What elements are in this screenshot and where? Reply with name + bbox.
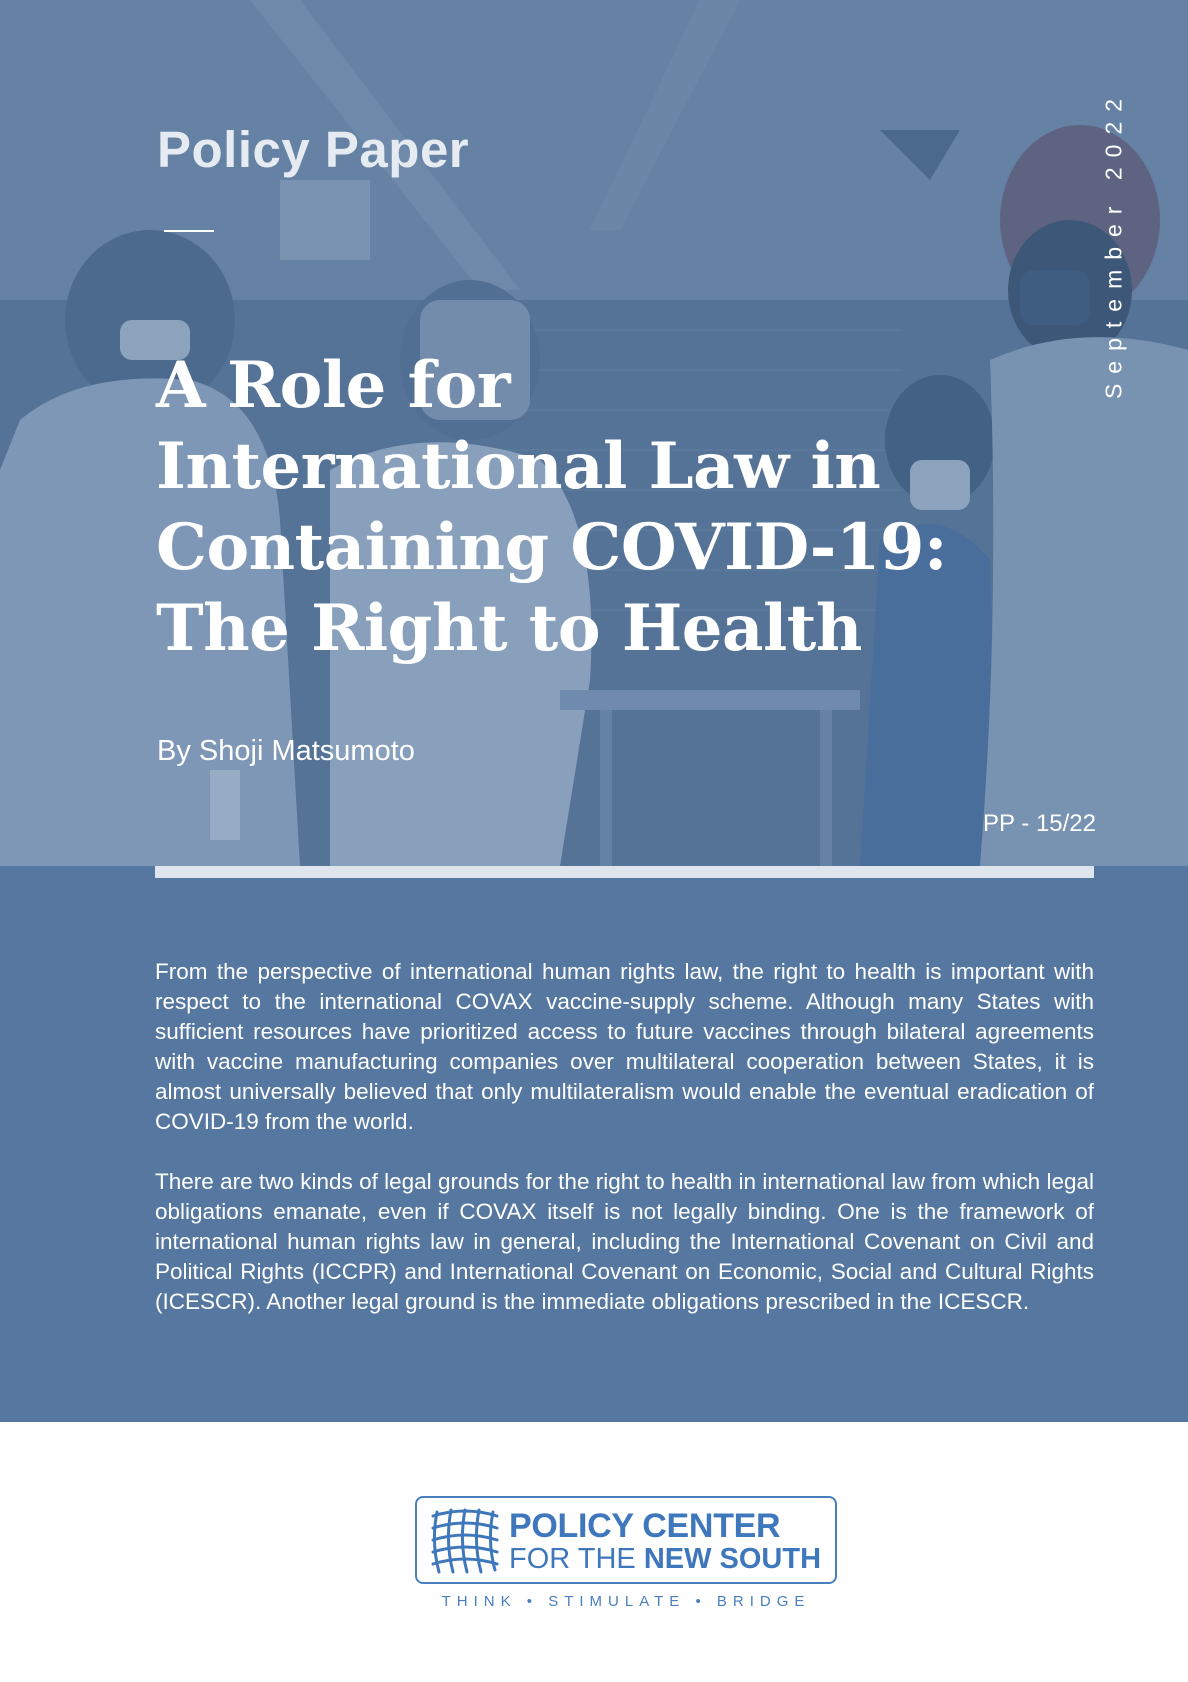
globe-grid-logo-icon [429,1508,501,1574]
paper-title [156,345,947,669]
paper-code: PP - 15/22 [983,810,1096,837]
abstract [155,957,1094,1347]
title-line: Containing COVID-19: [156,510,947,585]
abstract-paragraph: There are two kinds of legal grounds for the right to health in international law from which legal obligations emanate, even if COVAX itself is not legally binding. One is the framework of international human rights law in general, including the International Covenant on Civil and Political Rights (ICCPR) and International Covenant on Economic, Social and Cultural Rights (ICESCR). Another legal ground is the immediate obligations prescribed in the ICESCR. [155,1169,1094,1314]
title-line: International Law in [156,429,881,504]
band-top-rule [155,866,1094,878]
logo-line-2-bold: NEW SOUTH [643,1543,822,1575]
document-type: Policy Paper [157,121,470,178]
author-byline: By Shoji Matsumoto [157,735,415,767]
logo-line-2 [509,1543,821,1576]
title-line: A Role for [156,348,511,423]
title-line: The Right to Health [156,591,862,666]
logo-line-1: POLICY CENTER [509,1507,781,1545]
policy-center-logo [415,1496,837,1584]
logo-line-2-light: FOR THE [509,1543,644,1575]
abstract-paragraph: From the perspective of international human rights law, the right to health is important with respect to the international COVAX vaccine-supply scheme. Although many States with sufficient resources have prioritized access to future vaccines through bilateral agreements with vaccine manufacturing companies over multilateral cooperation between States, it is almost universally believed that only multilateralism would enable the eventual eradication of COVID-19 from the world. [155,959,1094,1134]
kicker-divider [164,230,214,232]
logo-tagline: THINK • STIMULATE • BRIDGE [441,1593,811,1610]
publication-date-text: September 2022 [1100,88,1127,400]
